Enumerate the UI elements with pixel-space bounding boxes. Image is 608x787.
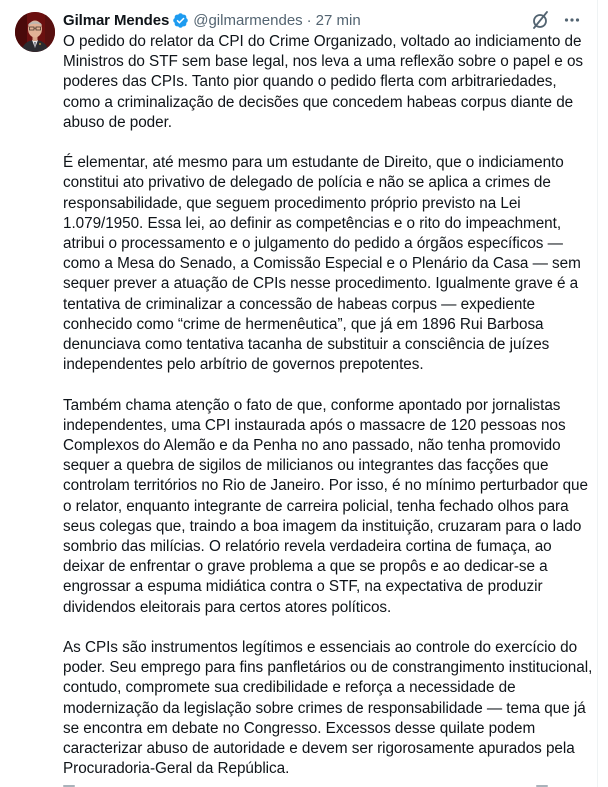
more-options-icon[interactable] xyxy=(562,10,582,30)
post-header xyxy=(63,9,361,31)
verified-badge-icon[interactable] xyxy=(172,12,189,29)
separator-dot: · xyxy=(306,11,312,29)
post-paragraph: É elementar, até mesmo para um estudante de Direito, que o indiciamento constitui ato privativo de delegado de polícia e não se aplica a crimes de responsabilidade, que seguem procedimento próprio previsto na Lei 1.079/1950. Essa lei, ao definir as competências e o rito do impeachment, atribui o processamento e o julgamento do pedido a órgãos específicos — como a Mesa do Senado, a Comissão Especial e o Plenário da Casa — sem sequer prever a atuação de CPIs nesse procedimento. Igualmente grave é a tentativa de criminalizar a concessão de habeas corpus — expediente conhecido como “crime de hermenêutica”, que já em 1896 Rui Barbosa denunciava como tentativa tacanha de substituir a consciência de juízes independentes pelo arbítrio de governos prepotentes. xyxy=(63,154,581,374)
post-text xyxy=(63,32,595,779)
post-paragraph: Também chama atenção o fato de que, conforme apontado por jornalistas independentes, uma CPI instaurada após o massacre de 120 pessoas nos Complexos do Alemão e da Penha no ano passado, não tenha promovido sequer a quebra de sigilos de milicianos ou integrantes das facções que controlam territórios no Rio de Janeiro. Por isso, é no mínimo perturbador que o relator, enquanto integrante de carreira policial, tenha fechado olhos para seus colegas que, traindo a boa imagem da instituição, cruzaram para o lado sombrio das milícias. O relatório revela verdadeira cortina de fumaça, ao deixar de enfrentar o grave problema a que se propôs e ao dedicar-se a engrossar a espuma midiática contra o STF, na expectativa de produzir dividendos eleitorais para certos atores políticos. xyxy=(63,396,588,616)
author-handle[interactable]: @gilmarmendes xyxy=(193,11,303,29)
header-actions xyxy=(530,8,582,32)
engagement-bar xyxy=(63,781,595,787)
grok-icon[interactable] xyxy=(530,10,550,30)
post-timestamp[interactable]: 27 min xyxy=(315,11,361,29)
post-paragraph: As CPIs são instrumentos legítimos e essenciais ao controle do exercício do poder. Seu emprego para fins panfletários ou de constrangimento institucional, contudo, compromete sua credibilidade e reforça a necessidade de modernização da legislação sobre crimes de responsabilidade — tema que já se encontra em debate no Congresso. Excessos desse quilate podem caracterizar abuso de autoridade e devem ser rigorosamente apurados pela Procuradoria-Geral da República. xyxy=(63,639,593,778)
column-divider xyxy=(597,0,598,787)
post-paragraph: O pedido do relator da CPI do Crime Organizado, voltado ao indiciamento de Ministros do STF sem base legal, nos leva a uma reflexão sobre o papel e os poderes das CPIs. Tanto pior quando o pedido flerta com arbitrariedades, como a criminalização de decisões que concedem habeas corpus diante de abuso de poder. xyxy=(63,33,584,131)
author-name[interactable]: Gilmar Mendes xyxy=(63,11,170,29)
avatar[interactable] xyxy=(15,12,55,52)
profile-photo-icon xyxy=(15,12,55,52)
